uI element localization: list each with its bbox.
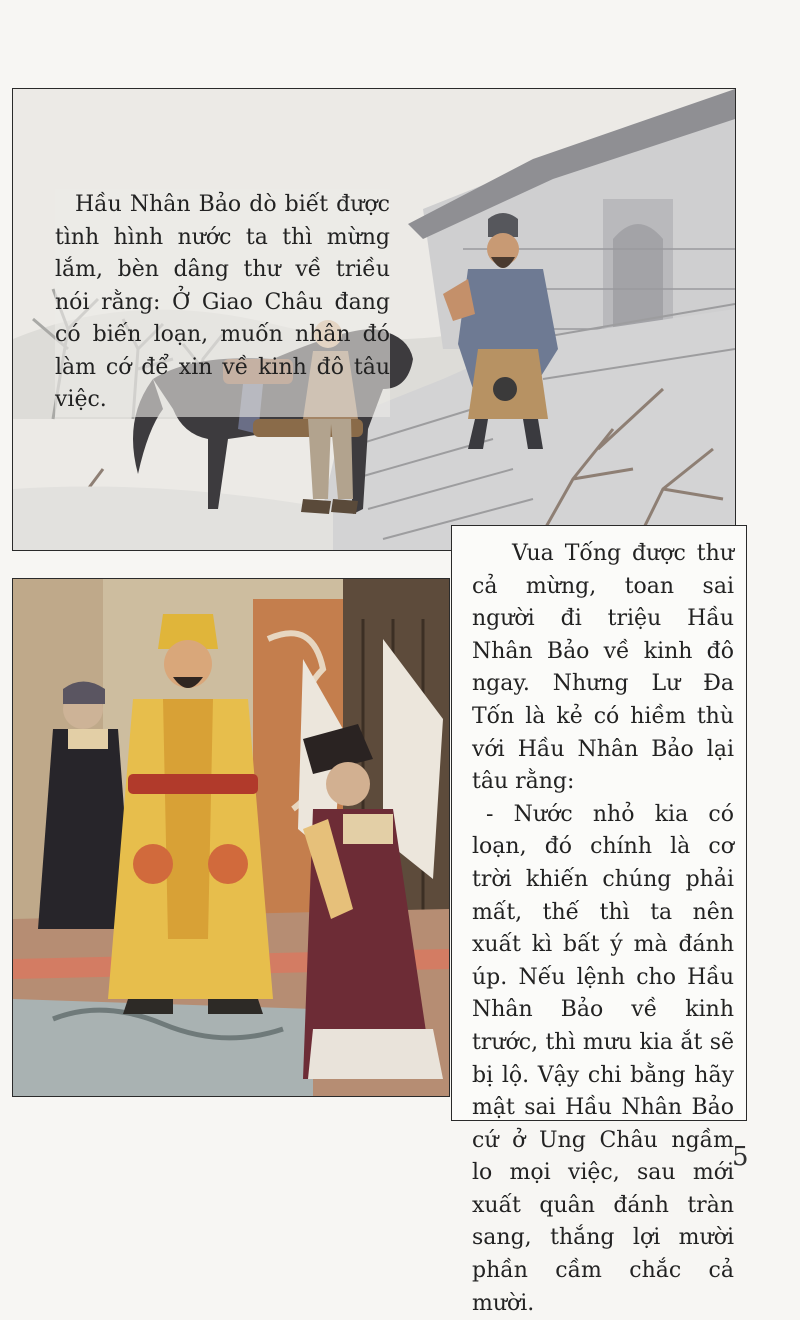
imperial-court-scene-illustration <box>13 579 449 1096</box>
illustration-panel-bottom <box>12 578 450 1097</box>
narration-text-top: Hầu Nhân Bảo dò biết được tình hình nước ta thì mừng lắm, bèn dâng thư về triều nói rằng: Ở Giao Châu đang có biến loạn, muốn nhân đó làm cớ để xin về kinh đô tâu việc. <box>55 189 390 417</box>
narration-paragraph-2: - Nước nhỏ kia có loạn, đó chính là cơ trời khiến chúng phải mất, thế thì ta nên xuất kì bất ý mà đánh úp. Nếu lệnh cho Hầu Nhân Bảo về kinh trước, thì mưu kia ắt sẽ bị lộ. Vậy chi bằng hãy mật sai Hầu Nhân Bảo cứ ở Ung Châu ngầm lo mọi việc, sau mới xuất quân đánh tràn sang, thắng lợi mười phần cầm chắc cả mười. <box>472 801 734 1316</box>
illustration-panel-top <box>12 88 736 551</box>
page-number: 5 <box>732 1142 749 1172</box>
narration-text-box <box>451 525 747 1316</box>
narration-paragraph-1: Vua Tống được thư cả mừng, toan sai người đi triệu Hầu Nhân Bảo về kinh đô ngay. Nhưng Lư Đa Tốn là kẻ có hiềm thù với Hầu Nhân Bảo lại tâu rằng: <box>472 541 734 795</box>
